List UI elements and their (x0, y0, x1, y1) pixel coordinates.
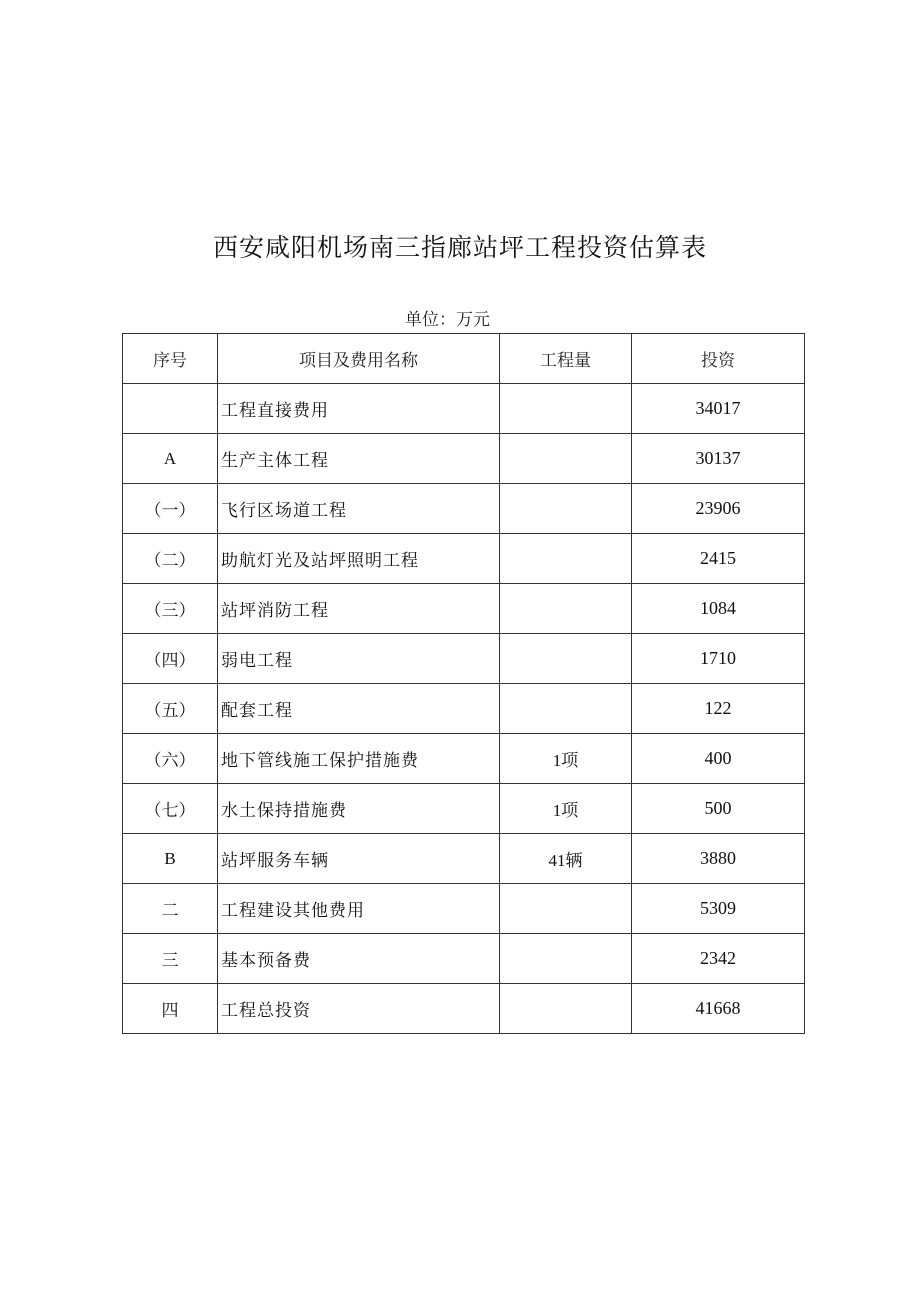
header-seq: 序号 (123, 334, 218, 384)
row-seq: （七） (123, 784, 218, 834)
row-quantity (500, 934, 632, 984)
row-investment: 5309 (632, 884, 805, 934)
row-seq: B (123, 834, 218, 884)
row-investment: 400 (632, 734, 805, 784)
unit-label: 单位：万元 (405, 310, 490, 330)
row-item-name: 弱电工程 (218, 634, 500, 684)
table-row (123, 884, 805, 934)
row-investment: 30137 (632, 434, 805, 484)
table-body (123, 384, 805, 1034)
row-seq: 二 (123, 884, 218, 934)
table-row (123, 834, 805, 884)
row-item-name: 工程直接费用 (218, 384, 500, 434)
row-investment: 41668 (632, 984, 805, 1034)
row-investment: 2415 (632, 534, 805, 584)
row-seq: （五） (123, 684, 218, 734)
row-quantity: 1项 (500, 784, 632, 834)
row-seq (123, 384, 218, 434)
table-row (123, 684, 805, 734)
row-seq: （一） (123, 484, 218, 534)
row-quantity (500, 984, 632, 1034)
row-quantity (500, 634, 632, 684)
row-item-name: 助航灯光及站坪照明工程 (218, 534, 500, 584)
row-quantity (500, 684, 632, 734)
row-item-name: 飞行区场道工程 (218, 484, 500, 534)
table-row (123, 534, 805, 584)
row-quantity (500, 584, 632, 634)
row-seq: A (123, 434, 218, 484)
row-seq: （四） (123, 634, 218, 684)
row-investment: 3880 (632, 834, 805, 884)
row-item-name: 站坪服务车辆 (218, 834, 500, 884)
table-header-row (123, 334, 805, 384)
row-seq: （三） (123, 584, 218, 634)
header-investment: 投资 (632, 334, 805, 384)
table-row (123, 634, 805, 684)
table-row (123, 384, 805, 434)
row-investment: 34017 (632, 384, 805, 434)
row-item-name: 生产主体工程 (218, 434, 500, 484)
table-row (123, 934, 805, 984)
row-investment: 1710 (632, 634, 805, 684)
row-item-name: 地下管线施工保护措施费 (218, 734, 500, 784)
row-quantity (500, 384, 632, 434)
row-item-name: 水土保持措施费 (218, 784, 500, 834)
row-quantity (500, 884, 632, 934)
row-item-name: 站坪消防工程 (218, 584, 500, 634)
row-investment: 1084 (632, 584, 805, 634)
row-quantity: 1项 (500, 734, 632, 784)
row-quantity: 41辆 (500, 834, 632, 884)
row-quantity (500, 534, 632, 584)
header-name: 项目及费用名称 (218, 334, 500, 384)
row-quantity (500, 484, 632, 534)
row-seq: 四 (123, 984, 218, 1034)
table-row (123, 784, 805, 834)
row-quantity (500, 434, 632, 484)
investment-estimate-table (122, 333, 805, 1034)
row-item-name: 配套工程 (218, 684, 500, 734)
row-investment: 23906 (632, 484, 805, 534)
table-row (123, 984, 805, 1034)
row-item-name: 工程总投资 (218, 984, 500, 1034)
row-investment: 500 (632, 784, 805, 834)
document-title: 西安咸阳机场南三指廊站坪工程投资估算表 (212, 233, 707, 262)
row-investment: 2342 (632, 934, 805, 984)
row-seq: （六） (123, 734, 218, 784)
row-investment: 122 (632, 684, 805, 734)
row-seq: （二） (123, 534, 218, 584)
row-seq: 三 (123, 934, 218, 984)
table-row (123, 584, 805, 634)
table-row (123, 734, 805, 784)
table-row (123, 484, 805, 534)
table-row (123, 434, 805, 484)
row-item-name: 工程建设其他费用 (218, 884, 500, 934)
header-quantity: 工程量 (500, 334, 632, 384)
row-item-name: 基本预备费 (218, 934, 500, 984)
